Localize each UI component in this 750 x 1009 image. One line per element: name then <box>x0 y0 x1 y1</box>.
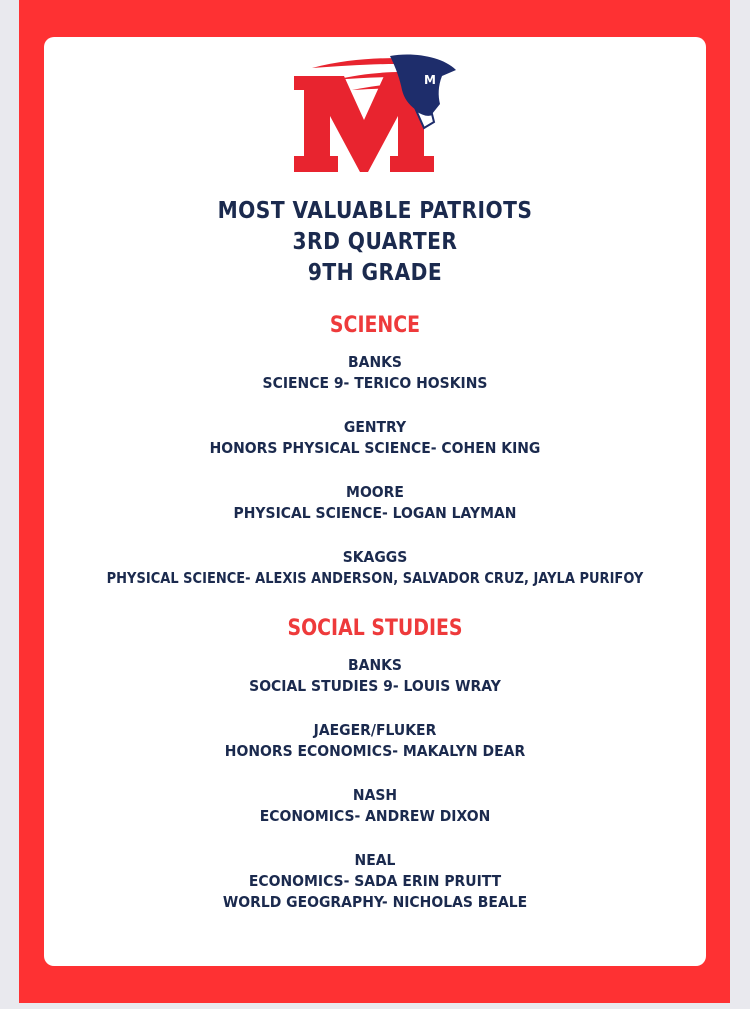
teacher-name: NEAL <box>354 851 396 869</box>
award-line: PHYSICAL SCIENCE- LOGAN LAYMAN <box>233 504 517 522</box>
helmet-letter: M <box>424 73 436 87</box>
award-group <box>44 655 706 697</box>
award-line: HONORS ECONOMICS- MAKALYN DEAR <box>224 742 526 760</box>
section-social-studies <box>44 615 706 913</box>
award-line: SCIENCE 9- TERICO HOSKINS <box>262 374 488 392</box>
award-group <box>44 352 706 394</box>
award-group <box>44 850 706 913</box>
section-title: SCIENCE <box>329 313 421 338</box>
announcement-content <box>44 196 706 913</box>
teacher-name: MOORE <box>346 483 404 501</box>
award-line: ECONOMICS- SADA ERIN PRUITT <box>248 872 502 890</box>
title-line-3: 9TH GRADE <box>307 260 443 286</box>
teacher-name: JAEGER/FLUKER <box>313 721 437 739</box>
m-patriot-logo-icon <box>292 50 458 174</box>
teacher-name: SKAGGS <box>342 548 408 566</box>
title-line-2: 3RD QUARTER <box>292 229 458 255</box>
page-title <box>44 196 706 289</box>
section-science <box>44 312 706 589</box>
title-line-1: MOST VALUABLE PATRIOTS <box>217 198 533 224</box>
teacher-name: GENTRY <box>343 418 407 436</box>
award-line: ECONOMICS- ANDREW DIXON <box>259 807 491 825</box>
section-title: SOCIAL STUDIES <box>287 616 463 641</box>
award-line: WORLD GEOGRAPHY- NICHOLAS BEALE <box>222 893 528 911</box>
award-group <box>44 785 706 827</box>
teacher-name: BANKS <box>348 656 402 674</box>
award-group <box>44 547 706 589</box>
teacher-name: NASH <box>352 786 398 804</box>
award-line: SOCIAL STUDIES 9- LOUIS WRAY <box>249 677 501 695</box>
award-group <box>44 417 706 459</box>
award-line: HONORS PHYSICAL SCIENCE- COHEN KING <box>209 439 541 457</box>
teacher-name: BANKS <box>348 353 402 371</box>
award-group <box>44 720 706 762</box>
award-group <box>44 482 706 524</box>
award-line: PHYSICAL SCIENCE- ALEXIS ANDERSON, SALVADOR CRUZ, JAYLA PURIFOY <box>106 569 644 587</box>
